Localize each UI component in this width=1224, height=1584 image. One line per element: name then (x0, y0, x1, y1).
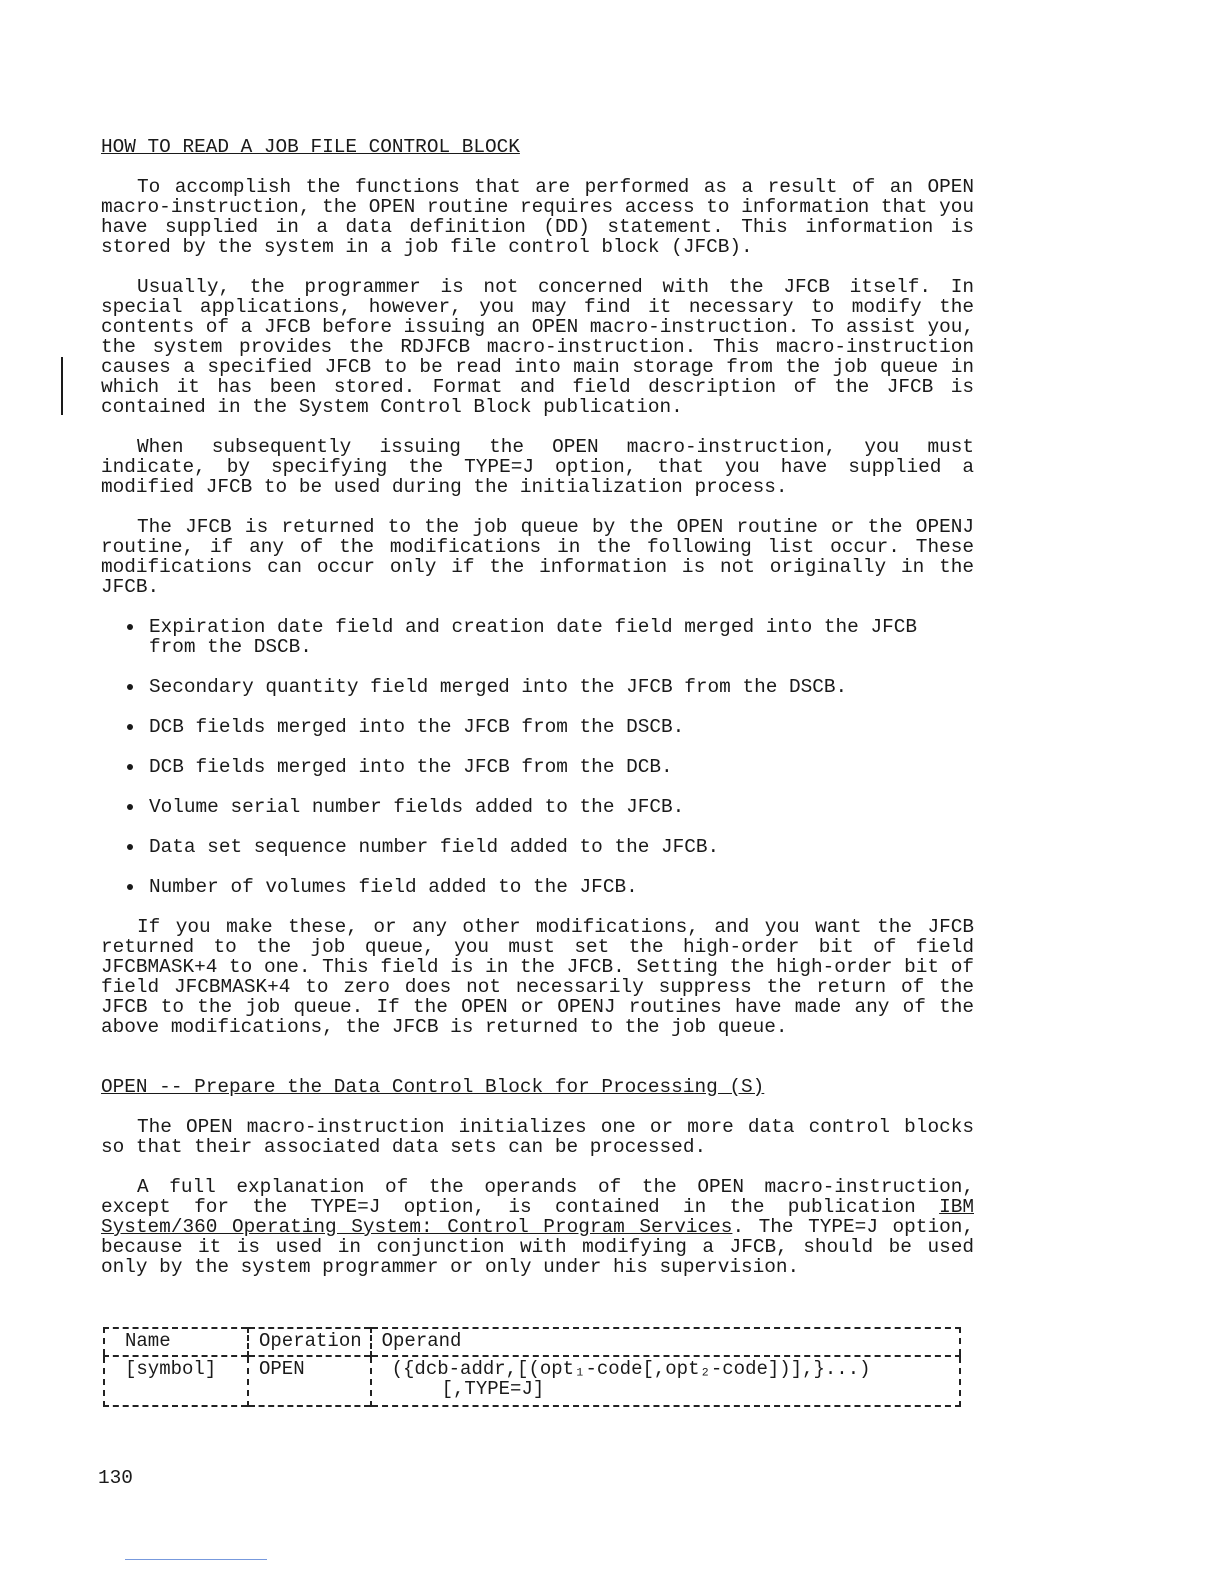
list-item: Secondary quantity field merged into the JFCB from the DSCB. (101, 677, 974, 697)
list-item: Number of volumes field added to the JFCB. (101, 877, 974, 897)
paragraph-intro: To accomplish the functions that are performed as a result of an OPEN macro-instruction, the OPEN routine requires access to information that you have supplied in a data definition (DD) statement. This information is stored by the system in a job file control block (JFCB). (101, 176, 974, 258)
list-item: DCB fields merged into the JFCB from the DSCB. (101, 717, 974, 737)
column-header-operand: Operand (381, 1330, 462, 1352)
table-row (104, 1356, 960, 1406)
section-heading-open: OPEN -- Prepare the Data Control Block for Processing (S) (101, 1076, 765, 1098)
column-header-name: Name (104, 1328, 248, 1356)
paragraph-open-operands: A full explanation of the operands of the OPEN macro-instruction, except for the TYPE=J option, is contained in the publication IBM System/360 Operating System: Control Program Services. The TYPE=J option, because it is used in conjunction with modifying a JFCB, should be used only by the system programmer or only under his supervision. (101, 1176, 974, 1278)
bullet-icon (127, 624, 133, 630)
paragraph-open-intro: The OPEN macro-instruction initializes one or more data control blocks so that their associated data sets can be processed. (101, 1116, 974, 1158)
paragraph-return-conditions: The JFCB is returned to the job queue by the OPEN routine or the OPENJ routine, if any of the modifications in the following list occur. These modifications can occur only if the information is not originally in the JFCB. (101, 516, 974, 598)
list-item: DCB fields merged into the JFCB from the DCB. (101, 757, 974, 777)
paragraph-rdjfcb: Usually, the programmer is not concerned with the JFCB itself. In special applications, however, you may find it necessary to modify the contents of a JFCB before issuing an OPEN macro-instruction. To assist you, the system provides the RDJFCB macro-instruction. This macro-instruction causes a specified JFCB to be read into main storage from the job queue in which it has been stored. Format and field description of the JFCB is contained in the System Control Block publication. (101, 276, 974, 418)
cell-name: [symbol] (104, 1356, 248, 1406)
revision-change-bar (61, 357, 63, 415)
modification-list (101, 617, 974, 897)
column-header-operation: Operation (248, 1328, 371, 1356)
list-item: Volume serial number fields added to the JFCB. (101, 797, 974, 817)
bottom-rule (125, 1559, 267, 1560)
macro-syntax-table (103, 1327, 961, 1407)
operand-line: [,TYPE=J] (441, 1378, 545, 1400)
paragraph-type-j: When subsequently issuing the OPEN macro-instruction, you must indicate, by specifying the TYPE=J option, that you have supplied a modified JFCB to be used during the initialization process. (101, 436, 974, 498)
table-header-row (104, 1328, 960, 1356)
bullet-icon (127, 724, 133, 730)
paragraph-jfcbmask: If you make these, or any other modifications, and you want the JFCB returned to the job queue, you must set the high-order bit of field JFCBMASK+4 to one. This field is in the JFCB. Setting the high-order bit of field JFCBMASK+4 to zero does not necessarily suppress the return of the JFCB to the job queue. If the OPEN or OPENJ routines have made any of the above modifications, the JFCB is returned to the job queue. (101, 916, 974, 1038)
list-item: Expiration date field and creation date field merged into the JFCB from the DSCB. (101, 617, 974, 657)
publication-reference: IBM System/360 Operating System: Control Program Services (101, 1196, 974, 1238)
page-body (101, 137, 974, 1277)
page-number: 130 (98, 1467, 133, 1489)
bullet-icon (127, 804, 133, 810)
cell-operand (371, 1356, 960, 1406)
section-heading-read-jfcb: HOW TO READ A JOB FILE CONTROL BLOCK (101, 136, 520, 158)
list-item: Data set sequence number field added to the JFCB. (101, 837, 974, 857)
bullet-icon (127, 884, 133, 890)
bullet-icon (127, 844, 133, 850)
cell-operation: OPEN (248, 1356, 371, 1406)
bullet-icon (127, 684, 133, 690)
bullet-icon (127, 764, 133, 770)
operand-line: ({dcb-addr,[(opt₁-code[,opt₂-code])],}...) (391, 1358, 871, 1380)
